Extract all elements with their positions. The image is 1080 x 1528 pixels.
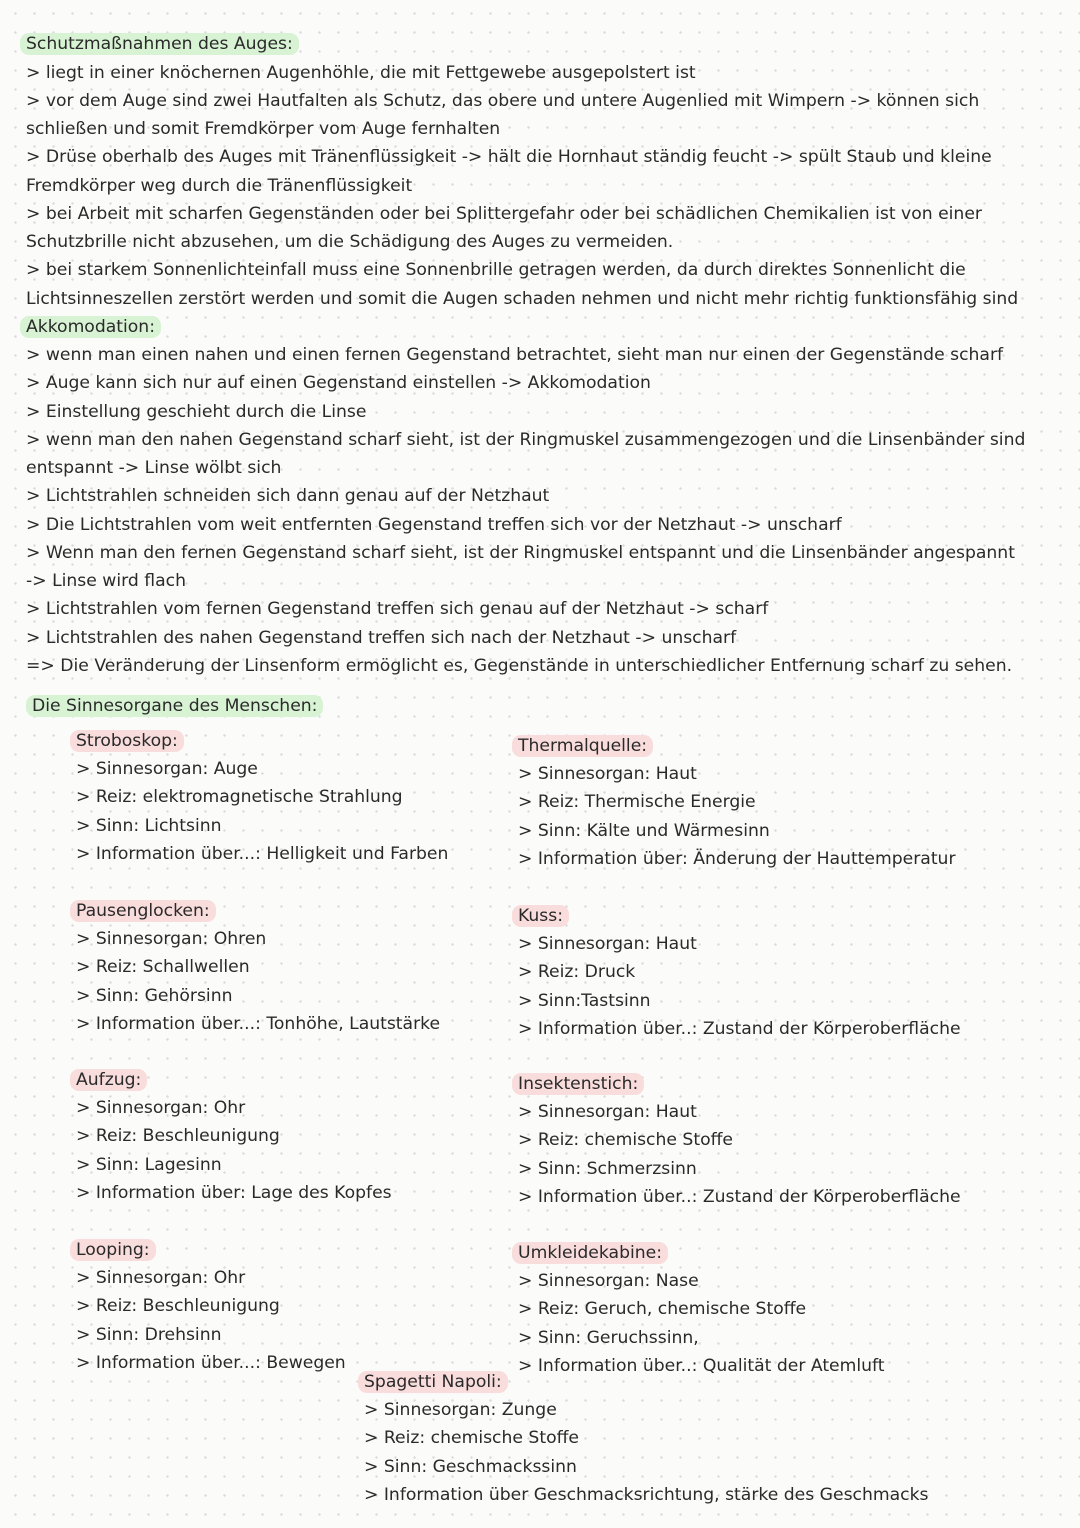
schutz-line: > Drüse oberhalb des Auges mit Tränenflüssigkeit -> hält die Hornhaut ständig feucht -> spült Staub und kleine xyxy=(26,147,992,167)
sense-card-title: Spagetti Napoli: xyxy=(358,1371,508,1393)
sense-card-title: Thermalquelle: xyxy=(512,735,653,757)
sense-card-line: > Sinnesorgan: Auge xyxy=(76,759,258,779)
schutz-line: > liegt in einer knöchernen Augenhöhle, die mit Fettgewebe ausgepolstert ist xyxy=(26,62,696,83)
sinne-heading: Die Sinnesorgane des Menschen: xyxy=(26,695,323,717)
sense-card-line: > Information über...: Helligkeit und Farben xyxy=(76,843,449,864)
sense-card-line: > Sinn: Geruchssinn, xyxy=(518,1327,699,1348)
sense-card-kuss xyxy=(518,902,961,1043)
schutz-line: > bei starkem Sonnenlichteinfall muss eine Sonnenbrille getragen werden, da durch direktes Sonnenlicht die xyxy=(26,260,966,280)
sense-card-line: > Information über...: Bewegen xyxy=(76,1352,346,1373)
sinne-heading-row xyxy=(32,692,1072,720)
sense-card-line: > Reiz: Thermische Energie xyxy=(518,792,756,813)
sense-card-line: > Sinnesorgan: Ohr xyxy=(76,1268,246,1288)
sense-card-line: > Sinn: Lichtsinn xyxy=(76,815,222,836)
sense-card-line: > Sinnesorgan: Haut xyxy=(518,934,697,954)
sense-card-line: > Sinn: Kälte und Wärmesinn xyxy=(518,820,770,841)
schutz-heading: Schutzmaßnahmen des Auges: xyxy=(20,33,299,55)
sense-card-spagetti-napoli xyxy=(364,1368,929,1509)
sense-card-line: > Sinnesorgan: Ohren xyxy=(76,929,267,949)
sense-card-title: Kuss: xyxy=(512,905,569,927)
schutz-line: schließen und somit Fremdkörper vom Auge fernhalten xyxy=(26,119,501,139)
akko-line: > Auge kann sich nur auf einen Gegenstand einstellen -> Akkomodation xyxy=(26,373,651,393)
sense-card-title: Aufzug: xyxy=(70,1069,147,1091)
sense-card-line: > Information über..: Zustand der Körperoberfläche xyxy=(518,1186,961,1207)
sense-card-title: Pausenglocken: xyxy=(70,900,216,922)
sense-card-line: > Reiz: Druck xyxy=(518,962,636,983)
sense-card-line: > Sinn: Lagesinn xyxy=(76,1154,222,1175)
sense-card-pausenglocken xyxy=(76,897,440,1038)
sense-card-line: > Reiz: Geruch, chemische Stoffe xyxy=(518,1299,807,1320)
schutz-line: > bei Arbeit mit scharfen Gegenständen oder bei Splittergefahr oder bei schädlichen Chemikalien ist von einer xyxy=(26,203,982,224)
akko-line: > Die Lichtstrahlen vom weit entfernten Gegenstand treffen sich vor der Netzhaut -> unscharf xyxy=(26,514,842,535)
schutz-heading-row xyxy=(26,30,1066,58)
sense-card-line: > Information über: Änderung der Hauttemperatur xyxy=(518,848,956,869)
sense-card-line: > Reiz: Schallwellen xyxy=(76,957,250,978)
sense-card-looping xyxy=(76,1236,346,1377)
akko-line: > wenn man einen nahen und einen fernen Gegenstand betrachtet, sieht man nur einen der Gegenstände scharf xyxy=(26,345,1004,365)
akko-line: => Die Veränderung der Linsenform ermöglicht es, Gegenstände in unterschiedlicher Entfernung scharf zu sehen. xyxy=(26,655,1013,676)
sense-card-thermalquelle xyxy=(518,732,956,873)
sense-card-aufzug xyxy=(76,1066,392,1207)
akko-line: entspannt -> Linse wölbt sich xyxy=(26,458,282,478)
sense-card-line: > Reiz: Beschleunigung xyxy=(76,1126,280,1147)
sense-card-line: > Sinn: Geschmackssinn xyxy=(364,1456,577,1477)
akko-line: > Einstellung geschieht durch die Linse xyxy=(26,401,367,422)
sense-card-line: > Sinn:Tastsinn xyxy=(518,990,651,1011)
akko-line: > Lichtstrahlen vom fernen Gegenstand treffen sich genau auf der Netzhaut -> scharf xyxy=(26,599,769,619)
schutz-line: Lichtsinneszellen zerstört werden und somit die Augen schaden nehmen und nicht mehr richtig funktionsfähig sind xyxy=(26,288,1019,309)
sense-card-line: > Sinnesorgan: Ohr xyxy=(76,1098,246,1118)
sense-card-line: > Information über...: Tonhöhe, Lautstärke xyxy=(76,1013,441,1034)
akko-heading-row xyxy=(26,313,1066,341)
akko-line: > Lichtstrahlen des nahen Gegenstand treffen sich nach der Netzhaut -> unscharf xyxy=(26,627,737,648)
sense-card-line: > Sinn: Schmerzsinn xyxy=(518,1158,697,1179)
sense-card-stroboskop xyxy=(76,727,448,868)
sense-card-line: > Sinn: Drehsinn xyxy=(76,1324,222,1345)
sense-card-title: Stroboskop: xyxy=(70,730,184,752)
sense-card-line: > Information über..: Zustand der Körperoberfläche xyxy=(518,1018,961,1039)
sense-card-line: > Reiz: elektromagnetische Strahlung xyxy=(76,787,403,808)
akko-heading: Akkomodation: xyxy=(20,316,161,338)
sense-card-umkleidekabine xyxy=(518,1239,885,1380)
sense-card-line: > Reiz: Beschleunigung xyxy=(76,1296,280,1317)
sense-card-line: > Reiz: chemische Stoffe xyxy=(364,1428,580,1449)
sense-card-line: > Information über: Lage des Kopfes xyxy=(76,1182,392,1203)
akko-line: > wenn man den nahen Gegenstand scharf sieht, ist der Ringmuskel zusammengezogen und die Linsenbänder sind xyxy=(26,429,1026,450)
akko-line: > Wenn man den fernen Gegenstand scharf sieht, ist der Ringmuskel entspannt und die Linsenbänder angespannt xyxy=(26,542,1015,563)
sense-card-line: > Sinnesorgan: Nase xyxy=(518,1271,699,1291)
sense-card-line: > Sinnesorgan: Zunge xyxy=(364,1400,557,1420)
akko-line: > Lichtstrahlen schneiden sich dann genau auf der Netzhaut xyxy=(26,486,550,506)
sense-card-title: Insektenstich: xyxy=(512,1073,644,1095)
schutz-line: Fremdkörper weg durch die Tränenflüssigkeit xyxy=(26,175,413,196)
sense-card-title: Looping: xyxy=(70,1239,156,1261)
sense-card-insektenstich xyxy=(518,1070,961,1211)
akko-line: -> Linse wird flach xyxy=(26,571,186,591)
sense-card-title: Umkleidekabine: xyxy=(512,1242,668,1264)
schutz-line: Schutzbrille nicht abzusehen, um die Schädigung des Auges zu vermeiden. xyxy=(26,232,674,252)
sense-card-line: > Sinnesorgan: Haut xyxy=(518,764,697,784)
sense-card-line: > Sinn: Gehörsinn xyxy=(76,985,233,1006)
schutz-line: > vor dem Auge sind zwei Hautfalten als Schutz, das obere und untere Augenlied mit Wimpern -> können sich xyxy=(26,90,980,111)
sense-card-line: > Information über Geschmacksrichtung, stärke des Geschmacks xyxy=(364,1484,929,1505)
sense-card-line: > Reiz: chemische Stoffe xyxy=(518,1130,734,1151)
sense-card-line: > Sinnesorgan: Haut xyxy=(518,1102,697,1122)
sense-card-line: > Information über..: Qualität der Atemluft xyxy=(518,1355,885,1376)
